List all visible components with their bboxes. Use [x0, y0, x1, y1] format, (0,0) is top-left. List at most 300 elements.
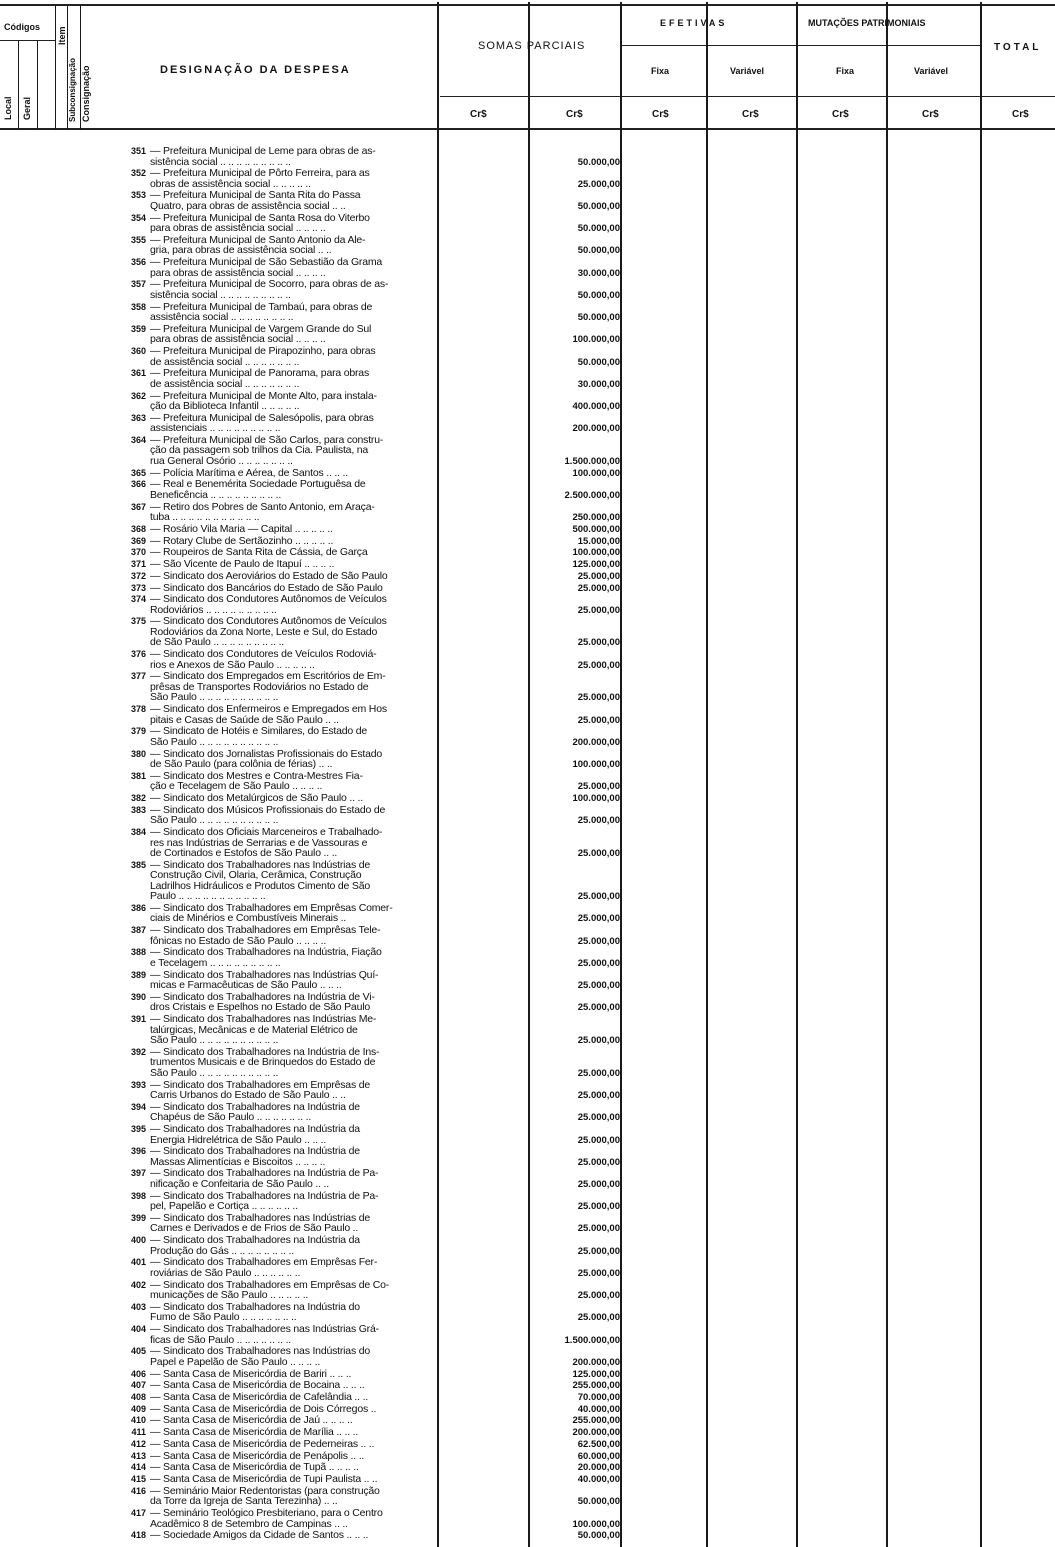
description-line: — Prefeitura Municipal de Santa Rosa do Viterbo — [150, 212, 370, 224]
item-number: 386 — [130, 902, 146, 913]
item-number: 357 — [130, 279, 146, 290]
description-line: — Sindicato dos Jornalistas Profissionais do Estado — [150, 748, 383, 760]
partial-sum-value: 50.000,00 — [577, 200, 620, 212]
description-line: talúrgicas, Mecânicas e de Material Elétrico de — [150, 1024, 358, 1036]
description-line: — Seminário Teológico Presbiteriano, para o Centro — [150, 1508, 383, 1519]
item-number: 392 — [130, 1046, 146, 1057]
item-description — [150, 925, 432, 946]
item-number: 384 — [130, 827, 146, 838]
description-line: de São Paulo .. .. .. .. .. .. .. .. .. — [150, 637, 285, 648]
description-line: — Santa Casa de Misericórdia de Bariri .. .. .. — [150, 1368, 352, 1380]
item-number: 378 — [130, 704, 146, 715]
description-line: — Santa Casa de Misericórdia de Jaú .. .. .. .. — [150, 1415, 353, 1426]
item-number: 371 — [130, 559, 146, 570]
header-consignacao: Consignação — [81, 65, 91, 122]
description-line: — Sindicato dos Trabalhadores nas Indústrias de — [150, 1212, 370, 1224]
partial-sum-value: 25.000,00 — [577, 935, 620, 947]
description-line: roviárias de São Paulo .. .. .. .. .. .. — [150, 1267, 301, 1279]
description-line: — Sindicato dos Trabalhadores em Emprêsas Comer- — [150, 902, 393, 914]
description-line: Energia Hidrelétrica de São Paulo .. .. .. — [150, 1134, 327, 1146]
description-line: — Sindicato dos Trabalhadores na Indústria do — [150, 1301, 360, 1313]
partial-sum-value: 62.500,00 — [577, 1438, 620, 1450]
item-number: 393 — [130, 1079, 146, 1090]
item-description — [150, 302, 432, 323]
description-line: — Sindicato dos Trabalhadores em Emprêsas de — [150, 1079, 370, 1091]
partial-sum-value: 125.000,00 — [572, 559, 620, 571]
item-number: 399 — [130, 1212, 146, 1223]
item-number: 388 — [130, 947, 146, 958]
description-line: Carnes e Derivados e de Frios de São Paulo .. — [150, 1223, 359, 1234]
partial-sum-value: 25.000,00 — [577, 637, 620, 649]
item-description — [150, 524, 432, 535]
description-line: nificação e Confeitaria de São Paulo .. .. — [150, 1178, 329, 1190]
item-number: 373 — [130, 582, 146, 593]
item-number: 406 — [130, 1368, 146, 1379]
item-description — [150, 1474, 432, 1485]
description-line: Construção Civil, Olaria, Cerâmica, Construção — [150, 870, 362, 881]
description-line: — Sindicato dos Trabalhadores na Indústria de — [150, 1146, 360, 1157]
description-line: — Prefeitura Municipal de Leme para obras de as- — [150, 146, 376, 157]
description-line: de Cortinados e Estofos de São Paulo .. .. — [150, 848, 338, 859]
partial-sum-value: 200.000,00 — [572, 423, 620, 435]
partial-sum-value: 200.000,00 — [572, 736, 620, 748]
partial-sum-value: 25.000,00 — [577, 178, 620, 190]
description-line: — Sindicato dos Condutores de Veículos Rodoviá- — [150, 649, 377, 660]
item-number: 372 — [130, 570, 146, 581]
item-number: 408 — [130, 1391, 146, 1402]
item-number: 395 — [130, 1124, 146, 1135]
item-description — [150, 671, 432, 703]
item-number: 400 — [130, 1235, 146, 1246]
description-line: Chapéus de São Paulo .. .. .. .. .. .. .. — [150, 1112, 312, 1123]
partial-sum-value: 25.000,00 — [577, 1245, 620, 1257]
item-description — [150, 190, 432, 211]
partial-sum-value: 25.000,00 — [577, 714, 620, 726]
description-line: — Santa Casa de Misericórdia de Marília .. .. .. — [150, 1427, 359, 1438]
item-number: 396 — [130, 1146, 146, 1157]
item-description — [150, 992, 432, 1013]
header-designacao: DESIGNAÇÃO DA DESPESA — [160, 64, 351, 76]
partial-sum-value: 25.000,00 — [577, 1067, 620, 1079]
description-line: — Sindicato dos Enfermeiros e Empregados em Hos — [150, 704, 387, 715]
description-line: — Sindicato dos Empregados em Escritórios de Em- — [150, 671, 386, 682]
description-line: — Sindicato dos Oficiais Marceneiros e Trabalhado- — [150, 827, 383, 838]
header-fixa-efetivas: Fixa — [651, 66, 670, 76]
partial-sum-value: 25.000,00 — [577, 957, 620, 969]
partial-sum-value: 100.000,00 — [572, 334, 620, 346]
description-line: — Prefeitura Municipal de Monte Alto, para instala- — [150, 390, 377, 401]
item-description — [150, 1213, 432, 1234]
item-number: 415 — [130, 1474, 146, 1485]
item-description — [150, 1235, 432, 1256]
item-description — [150, 391, 432, 412]
partial-sum-value: 50.000,00 — [577, 223, 620, 235]
item-number: 394 — [130, 1101, 146, 1112]
item-description — [150, 749, 432, 770]
description-line: — Rotary Clube de Sertãozinho .. .. .. .. .. — [150, 535, 334, 547]
item-number: 351 — [130, 146, 146, 156]
description-line: — Sindicato dos Trabalhadores na Indústria da — [150, 1124, 360, 1135]
description-line: — Sindicato dos Trabalhadores na Indústria de Pa- — [150, 1190, 379, 1202]
partial-sum-value: 50.000,00 — [577, 356, 620, 368]
description-line: Quatro, para obras de assistência social .. .. — [150, 200, 346, 212]
description-line: — Prefeitura Municipal de Pirapozinho, para obras — [150, 346, 376, 357]
description-line: — Santa Casa de Misericórdia de Cafelândia .. .. — [150, 1391, 369, 1403]
partial-sum-value: 255.000,00 — [572, 1380, 620, 1392]
description-line: — Sindicato dos Trabalhadores na Indústria, Fiação — [150, 947, 382, 958]
description-line: res nas Indústrias de Serrarias e de Vassouras e — [150, 837, 368, 849]
partial-sum-value: 50.000,00 — [577, 1496, 620, 1508]
description-line: pel, Papelão e Cortiça .. .. .. .. .. .. — [150, 1201, 298, 1212]
description-line: Massas Alimentícias e Biscoitos .. .. .. .. — [150, 1156, 326, 1168]
item-number: 367 — [130, 501, 146, 512]
description-line: assistência social .. .. .. .. .. .. .. .. — [150, 312, 294, 323]
description-line: micas e Farmacêuticas de São Paulo .. .. .. — [150, 980, 342, 991]
description-line: — Sindicato dos Trabalhadores na Indústria de Vi- — [150, 991, 375, 1003]
partial-sum-value: 125.000,00 — [572, 1368, 620, 1380]
partial-sum-value: 40.000,00 — [577, 1403, 620, 1415]
description-line: — Retiro dos Pobres de Santo Antonio, em Araça- — [150, 501, 375, 513]
item-description — [150, 1080, 432, 1101]
description-line: — Sindicato dos Trabalhadores nas Indústrias Quí- — [150, 969, 379, 981]
description-line: Fumo de São Paulo .. .. .. .. .. .. .. — [150, 1312, 297, 1323]
header-mutacoes: MUTAÇÕES PATRIMONIAIS — [808, 18, 926, 28]
item-description — [150, 1014, 432, 1046]
partial-sum-value: 20.000,00 — [577, 1462, 620, 1474]
description-line: — Sindicato dos Trabalhadores nas Indústrias de — [150, 859, 370, 871]
item-description — [150, 649, 432, 670]
item-description — [150, 1392, 432, 1403]
header-variavel-mutacoes: Variável — [914, 66, 949, 76]
description-line: — Prefeitura Municipal de Santa Rita do Passa — [150, 190, 361, 201]
item-description — [150, 1415, 432, 1426]
partial-sum-value: 25.000,00 — [577, 1156, 620, 1168]
description-line: — Santa Casa de Misericórdia de Bocaina .. .. .. — [150, 1380, 365, 1391]
item-number: 405 — [130, 1346, 146, 1357]
partial-sum-value: 25.000,00 — [577, 891, 620, 903]
partial-sum-value: 50.000,00 — [577, 156, 620, 168]
description-line: — Sindicato dos Trabalhadores em Emprêsas Tele- — [150, 925, 381, 936]
partial-sum-value: 200.000,00 — [572, 1427, 620, 1439]
description-line: — Prefeitura Municipal de Panorama, para obras — [150, 368, 370, 379]
item-number: 398 — [130, 1190, 146, 1201]
item-number: 359 — [130, 323, 146, 334]
item-description — [150, 235, 432, 256]
partial-sum-value: 40.000,00 — [577, 1474, 620, 1486]
partial-sum-value: 25.000,00 — [577, 1002, 620, 1014]
item-number: 353 — [130, 190, 146, 201]
description-line: ção e Tecelagem de São Paulo .. .. .. .. — [150, 781, 323, 792]
header-subconsignacao: Subconsignação — [68, 57, 77, 122]
item-description — [150, 1486, 432, 1507]
partial-sum-value: 2.500.000,00 — [564, 489, 620, 501]
description-line: Paulo .. .. .. .. .. .. .. .. .. .. .. — [150, 891, 266, 902]
item-number: 389 — [130, 969, 146, 980]
partial-sum-value: 50.000,00 — [577, 312, 620, 324]
partial-sum-value: 25.000,00 — [577, 781, 620, 793]
item-description — [150, 1257, 432, 1278]
item-number: 390 — [130, 991, 146, 1002]
currency-col-4: Cr$ — [742, 109, 759, 120]
description-line: — Prefeitura Municipal de Salesópolis, para obras — [150, 412, 374, 424]
partial-sum-value: 70.000,00 — [577, 1391, 620, 1403]
description-line: e Tecelagem .. .. .. .. .. .. .. .. .. — [150, 957, 281, 969]
partial-sum-value: 25.000,00 — [577, 659, 620, 671]
description-line: da Torre da Igreja de Santa Terezinha) .. .. — [150, 1496, 338, 1507]
item-description — [150, 1530, 432, 1541]
item-number: 362 — [130, 390, 146, 401]
description-line: ciais de Minérios e Combustíveis Minerais .. — [150, 913, 347, 924]
partial-sum-value: 25.000,00 — [577, 570, 620, 582]
header-geral: Geral — [22, 96, 32, 120]
item-number: 414 — [130, 1462, 146, 1473]
description-line: — Sindicato dos Trabalhadores em Emprêsas de Co- — [150, 1279, 390, 1291]
item-number: 382 — [130, 793, 146, 804]
partial-sum-value: 250.000,00 — [572, 512, 620, 524]
description-line: obras de assistência social .. .. .. .. .. — [150, 178, 311, 190]
item-description — [150, 1462, 432, 1473]
item-description — [150, 827, 432, 859]
description-line: — Roupeiros de Santa Rita de Cássia, de Garça — [150, 547, 368, 558]
description-line: prêsas de Transportes Rodoviários no Estado de — [150, 681, 369, 693]
item-number: 387 — [130, 925, 146, 936]
partial-sum-value: 50.000,00 — [577, 289, 620, 301]
item-description — [150, 1146, 432, 1167]
item-number: 375 — [130, 616, 146, 627]
description-line: — Sindicato dos Músicos Profissionais do Estado de — [150, 804, 386, 816]
item-description — [150, 571, 432, 582]
item-number: 354 — [130, 212, 146, 223]
description-line: — Sindicato dos Aeroviários do Estado de São Paulo — [150, 570, 388, 582]
item-description — [150, 536, 432, 547]
header-variavel-efetivas: Variável — [730, 66, 765, 76]
item-number: 358 — [130, 301, 146, 312]
item-description — [150, 468, 432, 479]
item-number: 366 — [130, 479, 146, 490]
description-line: para obras de assistência social .. .. .. .. — [150, 334, 326, 345]
description-line: ção da passagem sob trilhos da Cia. Paulista, na — [150, 445, 369, 456]
description-line: — Santa Casa de Misericórdia de Tupi Paulista .. .. — [150, 1474, 378, 1485]
item-description — [150, 1508, 432, 1529]
item-description — [150, 793, 432, 804]
description-line: São Paulo .. .. .. .. .. .. .. .. .. .. — [150, 692, 279, 703]
description-line: — Prefeitura Municipal de São Carlos, para constru- — [150, 434, 384, 446]
item-number: 383 — [130, 804, 146, 815]
item-description — [150, 805, 432, 826]
header-efetivas: EFETIVAS — [660, 18, 728, 28]
description-line: — Prefeitura Municipal de Vargem Grande do Sul — [150, 323, 372, 335]
description-line: trumentos Musicais e de Brinquedos do Estado de — [150, 1057, 376, 1068]
item-number: 409 — [130, 1403, 146, 1414]
item-description — [150, 1427, 432, 1438]
partial-sum-value: 255.000,00 — [572, 1415, 620, 1427]
item-description — [150, 771, 432, 792]
partial-sum-value: 25.000,00 — [577, 1035, 620, 1047]
item-number: 370 — [130, 547, 146, 558]
item-number: 352 — [130, 168, 146, 179]
partial-sum-value: 1.500.000,00 — [564, 1334, 620, 1346]
partial-sum-value: 500.000,00 — [572, 523, 620, 535]
partial-sum-value: 50.000,00 — [577, 245, 620, 257]
item-number: 355 — [130, 234, 146, 245]
item-number: 360 — [130, 346, 146, 357]
description-line: — Polícia Marítima e Aérea, de Santos .. .. .. — [150, 467, 348, 479]
item-number: 412 — [130, 1438, 146, 1449]
partial-sum-value: 25.000,00 — [577, 582, 620, 594]
description-line: Produção do Gás .. .. .. .. .. .. .. .. — [150, 1245, 294, 1257]
item-description — [150, 583, 432, 594]
item-description — [150, 502, 432, 523]
description-line: sistência social .. .. .. .. .. .. .. .. .. — [150, 289, 291, 301]
partial-sum-value: 100.000,00 — [572, 793, 620, 805]
description-line: — Santa Casa de Misericórdia de Tupã .. .. .. .. — [150, 1462, 359, 1473]
item-description — [150, 1124, 432, 1145]
item-number: 376 — [130, 649, 146, 660]
currency-col-2: Cr$ — [566, 109, 583, 120]
item-number: 365 — [130, 467, 146, 478]
partial-sum-value: 1.500.000,00 — [564, 455, 620, 467]
description-line: Rodoviários da Zona Norte, Leste e Sul, do Estado — [150, 626, 378, 638]
description-line: — Prefeitura Municipal de Tambaú, para obras de — [150, 301, 373, 313]
description-line: para obras de assistência social .. .. .. .. — [150, 267, 326, 279]
partial-sum-value: 25.000,00 — [577, 1090, 620, 1102]
partial-sum-value: 25.000,00 — [577, 1223, 620, 1235]
item-description — [150, 947, 432, 968]
description-line: — Sindicato dos Trabalhadores nas Indústrias Me- — [150, 1014, 377, 1025]
header-somas-parciais: SOMAS PARCIAIS — [478, 40, 586, 52]
description-line: — Sindicato dos Metalúrgicos de São Paulo .. .. — [150, 793, 363, 804]
item-number: 369 — [130, 535, 146, 546]
item-number: 413 — [130, 1450, 146, 1461]
item-description — [150, 279, 432, 300]
item-description — [150, 1369, 432, 1380]
partial-sum-value: 25.000,00 — [577, 815, 620, 827]
description-line: de assistência social .. .. .. .. .. .. .. — [150, 378, 300, 390]
item-description — [150, 1346, 432, 1367]
partial-sum-value: 25.000,00 — [577, 1312, 620, 1324]
description-line: São Paulo .. .. .. .. .. .. .. .. .. .. — [150, 1067, 279, 1079]
description-line: — Sindicato dos Mestres e Contra-Mestres Fia- — [150, 770, 363, 782]
partial-sum-value: 100.000,00 — [572, 467, 620, 479]
partial-sum-value: 25.000,00 — [577, 1267, 620, 1279]
partial-sum-value: 25.000,00 — [577, 1290, 620, 1302]
description-line: — Sindicato dos Trabalhadores na Indústria de Ins- — [150, 1046, 380, 1058]
partial-sum-value: 60.000,00 — [577, 1450, 620, 1462]
currency-col-7: Cr$ — [1012, 109, 1029, 120]
description-line: São Paulo .. .. .. .. .. .. .. .. .. .. — [150, 815, 279, 826]
item-description — [150, 368, 432, 389]
description-line: São Paulo .. .. .. .. .. .. .. .. .. .. — [150, 736, 279, 748]
item-description — [150, 547, 432, 558]
item-description — [150, 146, 432, 167]
item-description — [150, 168, 432, 189]
description-line: — Real e Benemérita Sociedade Portuguêsa de — [150, 479, 366, 490]
description-line: gria, para obras de assistência social .. .. — [150, 245, 332, 256]
description-line: sistência social .. .. .. .. .. .. .. .. .. — [150, 156, 291, 167]
item-description — [150, 213, 432, 234]
partial-sum-value: 25.000,00 — [577, 980, 620, 992]
item-description — [150, 1451, 432, 1462]
partial-sum-value: 25.000,00 — [577, 1134, 620, 1146]
item-number: 361 — [130, 368, 146, 379]
currency-col-3: Cr$ — [652, 109, 669, 120]
currency-col-5: Cr$ — [832, 109, 849, 120]
item-description — [150, 704, 432, 725]
item-number: 368 — [130, 523, 146, 534]
item-number: 404 — [130, 1324, 146, 1335]
header-fixa-mutacoes: Fixa — [836, 66, 855, 76]
item-number: 377 — [130, 671, 146, 682]
item-description — [150, 346, 432, 367]
item-description — [150, 1439, 432, 1450]
description-line: São Paulo .. .. .. .. .. .. .. .. .. .. — [150, 1035, 279, 1046]
item-number: 364 — [130, 434, 146, 445]
description-line: tuba .. .. .. .. .. .. .. .. .. .. .. — [150, 512, 260, 523]
description-line: Papel e Papelão de São Paulo .. .. .. .. — [150, 1356, 321, 1368]
partial-sum-value: 25.000,00 — [577, 604, 620, 616]
item-description — [150, 1191, 432, 1212]
description-line: — Prefeitura Municipal de Santo Antonio da Ale- — [150, 234, 366, 246]
item-number: 391 — [130, 1014, 146, 1025]
partial-sum-value: 25.000,00 — [577, 1112, 620, 1124]
description-line: para obras de assistência social .. .. .. .. — [150, 223, 326, 234]
partial-sum-value: 100.000,00 — [572, 759, 620, 771]
item-description — [150, 1102, 432, 1123]
item-number: 417 — [130, 1508, 146, 1519]
description-line: — Seminário Maior Redentoristas (para construção — [150, 1485, 380, 1497]
description-line: — Prefeitura Municipal de São Sebastião da Grama — [150, 257, 383, 268]
description-line: pitais e Casas de Saúde de São Paulo .. .. — [150, 714, 339, 726]
item-description — [150, 1380, 432, 1391]
partial-sum-value: 30.000,00 — [577, 267, 620, 279]
description-line: — Sociedade Amigos da Cidade de Santos .. .. .. — [150, 1530, 369, 1541]
item-description — [150, 616, 432, 648]
item-description — [150, 1302, 432, 1323]
partial-sum-value: 25.000,00 — [577, 913, 620, 925]
item-description — [150, 1168, 432, 1189]
description-line: — Sindicato de Hotéis e Similares, do Estado de — [150, 726, 368, 737]
description-line: de assistência social .. .. .. .. .. .. .. — [150, 356, 300, 368]
item-description — [150, 324, 432, 345]
description-line: dros Cristais e Espelhos no Estado de São Paulo — [150, 1002, 370, 1013]
item-number: 363 — [130, 412, 146, 423]
description-line: rios e Anexos de São Paulo .. .. .. .. .. — [150, 659, 315, 671]
item-description — [150, 257, 432, 278]
item-description — [150, 1280, 432, 1301]
item-number: 401 — [130, 1257, 146, 1268]
description-line: Rodoviários .. .. .. .. .. .. .. .. .. — [150, 604, 277, 616]
currency-col-1: Cr$ — [470, 109, 487, 120]
partial-sum-value: 100.000,00 — [572, 547, 620, 559]
description-line: — Prefeitura Municipal de Socorro, para obras de as- — [150, 279, 389, 290]
partial-sum-value: 15.000,00 — [577, 535, 620, 547]
header-total: TOTAL — [994, 42, 1042, 53]
partial-sum-value: 100.000,00 — [572, 1518, 620, 1530]
item-description — [150, 1324, 432, 1345]
description-line: de São Paulo (para colônia de férias) .. .. — [150, 759, 333, 770]
item-number: 418 — [130, 1530, 146, 1541]
description-line: — Sindicato dos Trabalhadores na Indústria de Pa- — [150, 1168, 379, 1179]
item-description — [150, 903, 432, 924]
description-line: — Sindicato dos Condutores Autônomos de Veículos — [150, 594, 387, 605]
partial-sum-value: 25.000,00 — [577, 1178, 620, 1190]
description-line: assistenciais .. .. .. .. .. .. .. .. .. — [150, 423, 281, 434]
header-codigos: Códigos — [4, 22, 40, 32]
item-description — [150, 1404, 432, 1415]
description-line: — Sindicato dos Trabalhadores na Indústria de — [150, 1101, 360, 1113]
item-number: 397 — [130, 1168, 146, 1179]
item-number: 385 — [130, 859, 146, 870]
